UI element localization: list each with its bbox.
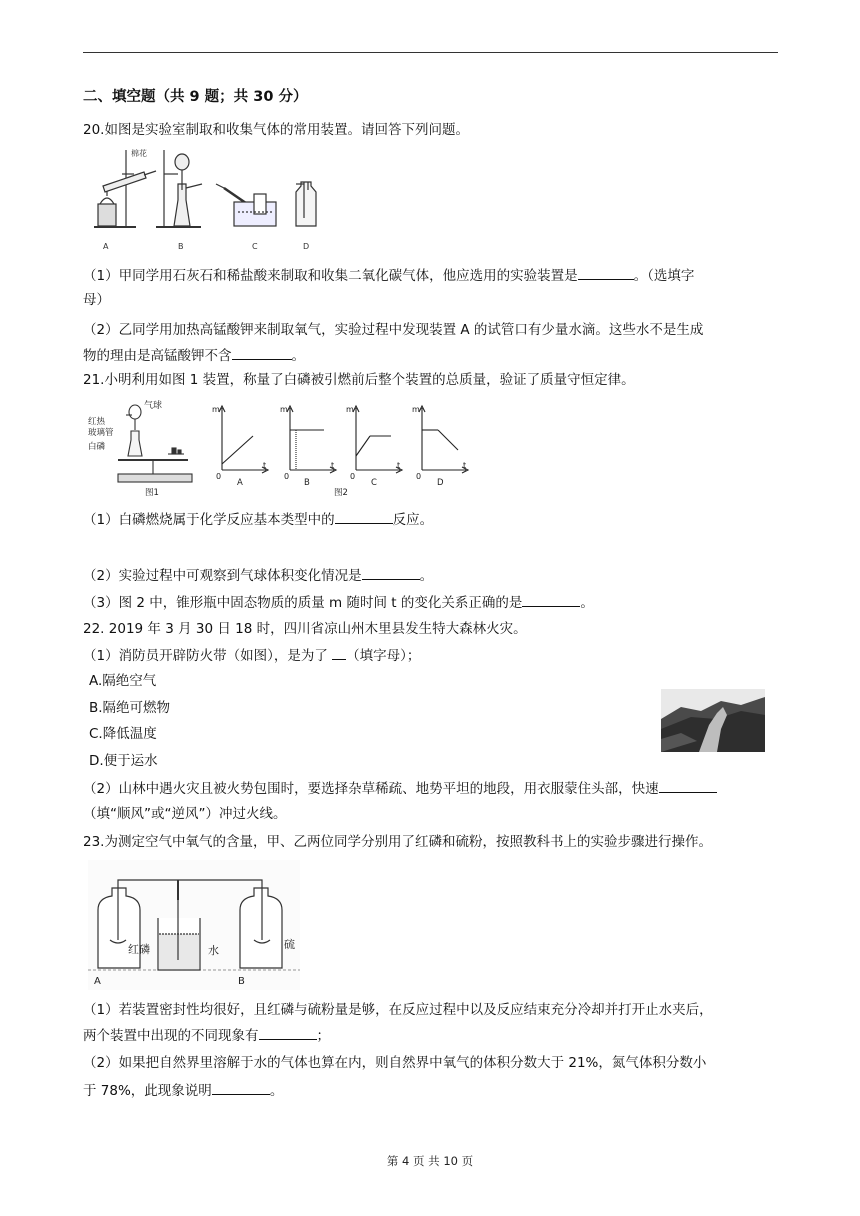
q21-graph-c-m: m bbox=[346, 405, 354, 414]
q21-answer-blank-2[interactable] bbox=[362, 565, 420, 580]
q22-stem: 22. 2019 年 3 月 30 日 18 时，四川省凉山州木里县发生特大森林火灾。 bbox=[83, 621, 527, 637]
q21-graph-a-origin: 0 bbox=[216, 472, 222, 481]
q20-part1-line1: （1）甲同学用石灰石和稀盐酸来制取和收集二氧化碳气体，他应选用的实验装置是 。（选填字 bbox=[83, 265, 783, 286]
q23-part1-line2: 两个装置中出现的不同现象有 ； bbox=[83, 1025, 783, 1046]
q21-answer-blank-3[interactable] bbox=[522, 592, 580, 607]
q21-tube-label-1: 红热 bbox=[88, 417, 106, 427]
q23-water-label: 水 bbox=[208, 944, 219, 957]
q20-label-c: C bbox=[252, 242, 258, 251]
q20-answer-blank-1[interactable] bbox=[578, 265, 634, 280]
q23-label-b: B bbox=[238, 976, 245, 987]
q20-label-a: A bbox=[103, 242, 109, 251]
q21-graph-d-m: m bbox=[412, 405, 420, 414]
q21-stem: 21.小明利用如图 1 装置，称量了白磷被引燃前后整个装置的总质量，验证了质量守恒定律。 bbox=[83, 372, 635, 388]
q20-cotton-label: 棉花 bbox=[131, 149, 147, 158]
q22-option-c: C.降低温度 bbox=[89, 726, 157, 742]
q23-label-a: A bbox=[94, 976, 101, 987]
q21-part3: （3）图 2 中，锥形瓶中固态物质的质量 m 随时间 t 的变化关系正确的是 。 bbox=[83, 592, 783, 613]
q21-fig2-caption: 图2 bbox=[334, 488, 348, 498]
q22-part1: （1）消防员开辟防火带（如图），是为了 （填字母）； bbox=[83, 645, 783, 666]
q21-phosphorus-label: 白磷 bbox=[88, 442, 106, 452]
q22-answer-blank-1[interactable] bbox=[332, 645, 346, 660]
q23-part1-line1: （1）若装置密封性均很好，且红磷与硫粉量是够，在反应过程中以及反应结束充分冷却并打开止水夹后， bbox=[83, 1002, 713, 1018]
q21-graph-b-origin: 0 bbox=[284, 472, 290, 481]
q21-graph-c-origin: 0 bbox=[350, 472, 356, 481]
q23-sulfur-label: 硫 bbox=[284, 938, 295, 951]
q22-firebreak-photo bbox=[661, 689, 765, 752]
q21-answer-blank-1[interactable] bbox=[335, 509, 393, 524]
q23-stem: 23.为测定空气中氧气的含量，甲、乙两位同学分别用了红磷和硫粉，按照教科书上的实验步骤进行操作。 bbox=[83, 834, 712, 850]
q20-label-d: D bbox=[303, 242, 310, 251]
page-footer: 第 4 页 共 10 页 bbox=[386, 1154, 474, 1168]
q21-part2: （2）实验过程中可观察到气球体积变化情况是 。 bbox=[83, 565, 783, 586]
q23-apparatus-figure bbox=[88, 860, 300, 990]
q21-graph-d-t: t bbox=[463, 461, 467, 470]
q21-graph-b-label: B bbox=[304, 478, 310, 488]
q20-part1-line2: 母） bbox=[83, 292, 110, 308]
q20-label-b: B bbox=[178, 242, 184, 251]
q22-option-a: A.隔绝空气 bbox=[89, 673, 157, 689]
q23-red-phosphorus-label: 红磷 bbox=[128, 943, 150, 956]
q22-option-d: D.便于运水 bbox=[89, 753, 158, 769]
q21-figure bbox=[88, 400, 480, 500]
q20-answer-blank-2[interactable] bbox=[232, 345, 292, 360]
q21-fig1-caption: 图1 bbox=[145, 488, 159, 498]
section-title: 二、填空题（共 9 题；共 30 分） bbox=[83, 89, 308, 105]
q21-graph-a-m: m bbox=[212, 405, 220, 414]
q21-graph-a-t: t bbox=[263, 461, 267, 470]
q22-answer-blank-2[interactable] bbox=[659, 778, 717, 793]
q21-graph-b-t: t bbox=[331, 461, 335, 470]
q20-stem: 20.如图是实验室制取和收集气体的常用装置。请回答下列问题。 bbox=[83, 122, 469, 138]
q22-option-b: B.隔绝可燃物 bbox=[89, 700, 171, 716]
q23-answer-blank-2[interactable] bbox=[212, 1080, 270, 1095]
q21-graph-a-label: A bbox=[237, 478, 243, 488]
q21-graph-c-t: t bbox=[397, 461, 401, 470]
q21-graph-d-label: D bbox=[437, 478, 444, 488]
q20-apparatus-figure bbox=[86, 144, 336, 256]
q21-tube-label-2: 玻璃管 bbox=[88, 428, 114, 438]
q22-part2-line1: （2）山林中遇火灾且被火势包围时，要选择杂草稀疏、地势平坦的地段，用衣服蒙住头部，快速 bbox=[83, 778, 783, 799]
q23-part2-line1: （2）如果把自然界里溶解于水的气体也算在内，则自然界中氧气的体积分数大于 21%，氮气体积分数小 bbox=[83, 1055, 707, 1071]
q23-part2-line2: 于 78%，此现象说明 。 bbox=[83, 1080, 783, 1101]
q20-part2-line2: 物的理由是高锰酸钾不含 。 bbox=[83, 345, 783, 366]
q22-part2-line2: （填“顺风”或“逆风”）冲过火线。 bbox=[83, 806, 287, 822]
q23-answer-blank-1[interactable] bbox=[259, 1025, 317, 1040]
q21-balloon-label: 气球 bbox=[144, 401, 163, 411]
q21-part1: （1）白磷燃烧属于化学反应基本类型中的 反应。 bbox=[83, 509, 783, 530]
q21-graph-d-origin: 0 bbox=[416, 472, 422, 481]
header-rule bbox=[83, 52, 778, 53]
q21-graph-c-label: C bbox=[371, 478, 377, 488]
q21-graph-b-m: m bbox=[280, 405, 288, 414]
q20-part2-line1: （2）乙同学用加热高锰酸钾来制取氧气，实验过程中发现装置 A 的试管口有少量水滴。这些水不是生成 bbox=[83, 322, 704, 338]
